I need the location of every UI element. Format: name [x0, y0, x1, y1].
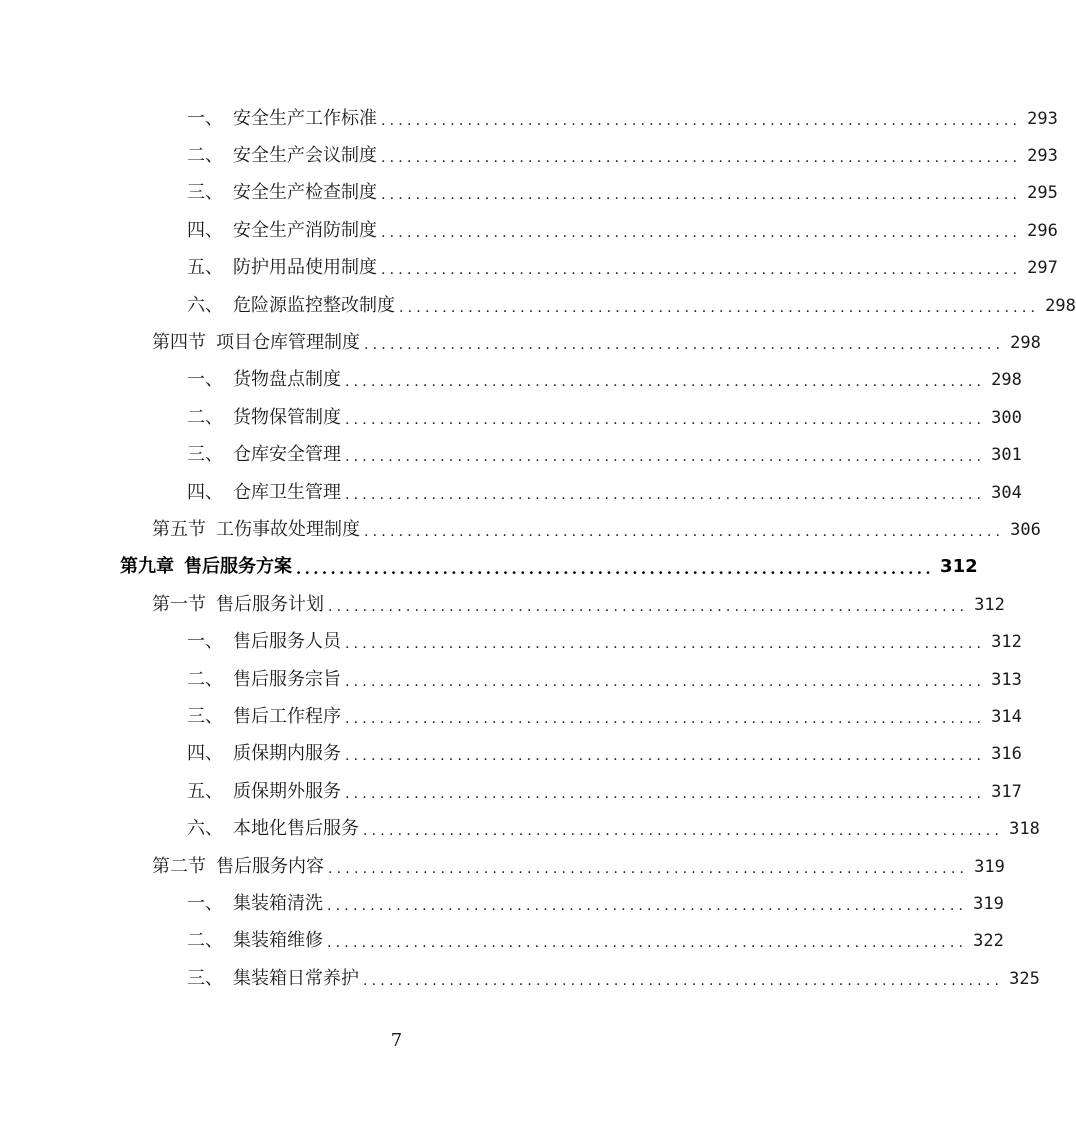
- toc-entry[interactable]: [0, 623, 1022, 660]
- dot-leader: ..........................................................................: [296, 560, 935, 579]
- toc-entry-title: [187, 407, 341, 429]
- toc-entry-text: 防护用品使用制度: [233, 257, 377, 279]
- toc-entry[interactable]: [0, 212, 1058, 249]
- dot-leader: ..........................................................................: [327, 897, 968, 914]
- toc-entry-number: 五、: [187, 780, 223, 802]
- toc-entry-number: 第九章: [120, 556, 174, 578]
- toc-entry-page: 298: [1045, 295, 1076, 316]
- toc-chapter-entry[interactable]: [0, 549, 978, 586]
- toc-entry-text: 安全生产会议制度: [233, 145, 377, 167]
- toc-entry-title: [187, 369, 341, 391]
- toc-entry[interactable]: [0, 923, 1004, 960]
- toc-entry-number: 二、: [187, 930, 223, 952]
- dot-leader: ..........................................................................: [327, 935, 968, 952]
- toc-entry-text: 仓库安全管理: [233, 444, 341, 466]
- toc-entry-title: [187, 893, 323, 915]
- toc-entry-page: 312: [940, 556, 978, 578]
- dot-leader: ..........................................................................: [363, 823, 1004, 840]
- toc-entry-number: 第四节: [152, 332, 206, 354]
- toc-entry-number: 一、: [187, 107, 223, 129]
- toc-entry-text: 工伤事故处理制度: [216, 518, 360, 540]
- toc-entry[interactable]: [0, 287, 1076, 324]
- toc-entry-page: 316: [991, 744, 1022, 765]
- toc-entry-page: 313: [991, 669, 1022, 690]
- toc-entry-page: 301: [991, 445, 1022, 466]
- toc-entry[interactable]: [0, 773, 1022, 810]
- toc-entry-page: 298: [1010, 333, 1041, 354]
- toc-entry-number: 六、: [187, 294, 223, 316]
- toc-entry-page: 300: [991, 407, 1022, 428]
- toc-entry-text: 安全生产消防制度: [233, 219, 377, 241]
- toc-entry-text: 安全生产工作标准: [233, 107, 377, 129]
- toc-entry-title: [187, 631, 341, 653]
- toc-entry[interactable]: [0, 661, 1022, 698]
- toc-entry-text: 项目仓库管理制度: [216, 332, 360, 354]
- dot-leader: ..........................................................................: [345, 710, 986, 727]
- toc-entry[interactable]: [0, 175, 1058, 212]
- toc-entry-number: 第二节: [152, 855, 206, 877]
- toc-entry-page: 304: [991, 482, 1022, 503]
- toc-entry-title: [187, 706, 341, 728]
- toc-entry-title: [187, 295, 395, 317]
- toc-entry-title: [187, 743, 341, 765]
- page-number: 7: [390, 1030, 403, 1051]
- dot-leader: ..........................................................................: [328, 860, 969, 877]
- toc-entry[interactable]: [0, 960, 1040, 997]
- toc-entry-number: 第一节: [152, 593, 206, 615]
- toc-entry-page: 306: [1010, 519, 1041, 540]
- dot-leader: ..........................................................................: [328, 598, 969, 615]
- toc-entry[interactable]: [0, 810, 1040, 847]
- toc-entry-page: 293: [1027, 108, 1058, 129]
- toc-entry-title: [187, 257, 377, 279]
- toc-entry-text: 集装箱维修: [233, 930, 323, 952]
- toc-entry[interactable]: [0, 399, 1022, 436]
- dot-leader: ..........................................................................: [345, 486, 986, 503]
- dot-leader: ..........................................................................: [345, 636, 986, 653]
- toc-entry-text: 售后服务计划: [216, 593, 324, 615]
- toc-entry-title: [152, 332, 360, 354]
- toc-entry-page: 322: [973, 931, 1004, 952]
- toc-entry-title: [187, 930, 323, 952]
- toc-entry-text: 安全生产检查制度: [233, 182, 377, 204]
- toc-entry-number: 二、: [187, 145, 223, 167]
- toc-entry-page: 297: [1027, 258, 1058, 279]
- toc-entry[interactable]: [0, 511, 1041, 548]
- toc-entry[interactable]: [0, 100, 1058, 137]
- dot-leader: ..........................................................................: [381, 224, 1022, 241]
- toc-entry-text: 仓库卫生管理: [233, 481, 341, 503]
- toc-entry[interactable]: [0, 362, 1022, 399]
- toc-entry-page: 312: [974, 594, 1005, 615]
- dot-leader: ..........................................................................: [363, 972, 1004, 989]
- toc-entry-text: 售后服务内容: [216, 855, 324, 877]
- dot-leader: ..........................................................................: [345, 449, 986, 466]
- dot-leader: ..........................................................................: [364, 337, 1005, 354]
- toc-entry-title: [187, 108, 377, 130]
- toc-entry-page: 293: [1027, 146, 1058, 167]
- toc-entry-text: 售后工作程序: [233, 705, 341, 727]
- toc-entry-number: 三、: [187, 182, 223, 204]
- toc-entry-title: [187, 444, 341, 466]
- toc-entry-number: 一、: [187, 892, 223, 914]
- toc-entry-title: [120, 556, 292, 578]
- dot-leader: ..........................................................................: [345, 785, 986, 802]
- toc-entry-number: 四、: [187, 743, 223, 765]
- dot-leader: ..........................................................................: [345, 673, 986, 690]
- toc-entry-title: [187, 482, 341, 504]
- toc-entry-number: 二、: [187, 668, 223, 690]
- dot-leader: ..........................................................................: [381, 150, 1022, 167]
- toc-entry-number: 六、: [187, 818, 223, 840]
- toc-entry-title: [187, 669, 341, 691]
- toc-entry-number: 三、: [187, 705, 223, 727]
- dot-leader: ..........................................................................: [345, 374, 986, 391]
- toc-entry-page: 319: [974, 856, 1005, 877]
- dot-leader: ..........................................................................: [399, 299, 1040, 316]
- toc-entry[interactable]: [0, 736, 1022, 773]
- toc-entry[interactable]: [0, 324, 1041, 361]
- toc-entry-text: 货物盘点制度: [233, 369, 341, 391]
- toc-entry-number: 三、: [187, 444, 223, 466]
- toc-entry-text: 质保期内服务: [233, 743, 341, 765]
- toc-entry-title: [187, 182, 377, 204]
- toc-entry-text: 集装箱清洗: [233, 892, 323, 914]
- toc-entry-page: 298: [991, 370, 1022, 391]
- toc-entry[interactable]: [0, 437, 1022, 474]
- toc-entry-number: 四、: [187, 481, 223, 503]
- dot-leader: ..........................................................................: [381, 112, 1022, 129]
- toc-entry-title: [152, 594, 324, 616]
- toc-entry[interactable]: [0, 848, 1005, 885]
- toc-entry-number: 一、: [187, 369, 223, 391]
- toc-entry-text: 本地化售后服务: [233, 818, 359, 840]
- toc-entry-page: 312: [991, 632, 1022, 653]
- toc-entry-page: 296: [1027, 220, 1058, 241]
- toc-entry-text: 危险源监控整改制度: [233, 294, 395, 316]
- toc-entry-number: 三、: [187, 967, 223, 989]
- toc-entry-text: 售后服务宗旨: [233, 668, 341, 690]
- toc-entry[interactable]: [0, 474, 1022, 511]
- toc-entry-page: 325: [1009, 968, 1040, 989]
- toc-entry-text: 售后服务人员: [233, 631, 341, 653]
- toc-entry-text: 售后服务方案: [184, 556, 292, 578]
- toc-entry-title: [187, 818, 359, 840]
- toc-entry[interactable]: [0, 137, 1058, 174]
- toc-entry[interactable]: [0, 885, 1004, 922]
- toc-entry-page: 317: [991, 781, 1022, 802]
- toc-entry-text: 质保期外服务: [233, 780, 341, 802]
- toc-entry-title: [187, 145, 377, 167]
- dot-leader: ..........................................................................: [364, 523, 1005, 540]
- toc-entry-text: 集装箱日常养护: [233, 967, 359, 989]
- toc-entry-title: [152, 856, 324, 878]
- table-of-contents: [0, 100, 1076, 997]
- dot-leader: ..........................................................................: [345, 748, 986, 765]
- dot-leader: ..........................................................................: [345, 411, 986, 428]
- toc-entry-number: 五、: [187, 257, 223, 279]
- toc-entry-page: 314: [991, 706, 1022, 727]
- toc-entry-title: [187, 781, 341, 803]
- toc-entry[interactable]: [0, 250, 1058, 287]
- toc-entry-title: [187, 220, 377, 242]
- toc-entry-number: 二、: [187, 406, 223, 428]
- toc-entry-page: 319: [973, 893, 1004, 914]
- toc-entry-page: 318: [1009, 819, 1040, 840]
- toc-entry[interactable]: [0, 586, 1005, 623]
- toc-entry[interactable]: [0, 698, 1022, 735]
- toc-entry-number: 第五节: [152, 518, 206, 540]
- toc-entry-number: 一、: [187, 631, 223, 653]
- toc-entry-text: 货物保管制度: [233, 406, 341, 428]
- toc-entry-number: 四、: [187, 219, 223, 241]
- toc-entry-title: [152, 519, 360, 541]
- toc-entry-page: 295: [1027, 183, 1058, 204]
- dot-leader: ..........................................................................: [381, 262, 1022, 279]
- dot-leader: ..........................................................................: [381, 187, 1022, 204]
- toc-entry-title: [187, 968, 359, 990]
